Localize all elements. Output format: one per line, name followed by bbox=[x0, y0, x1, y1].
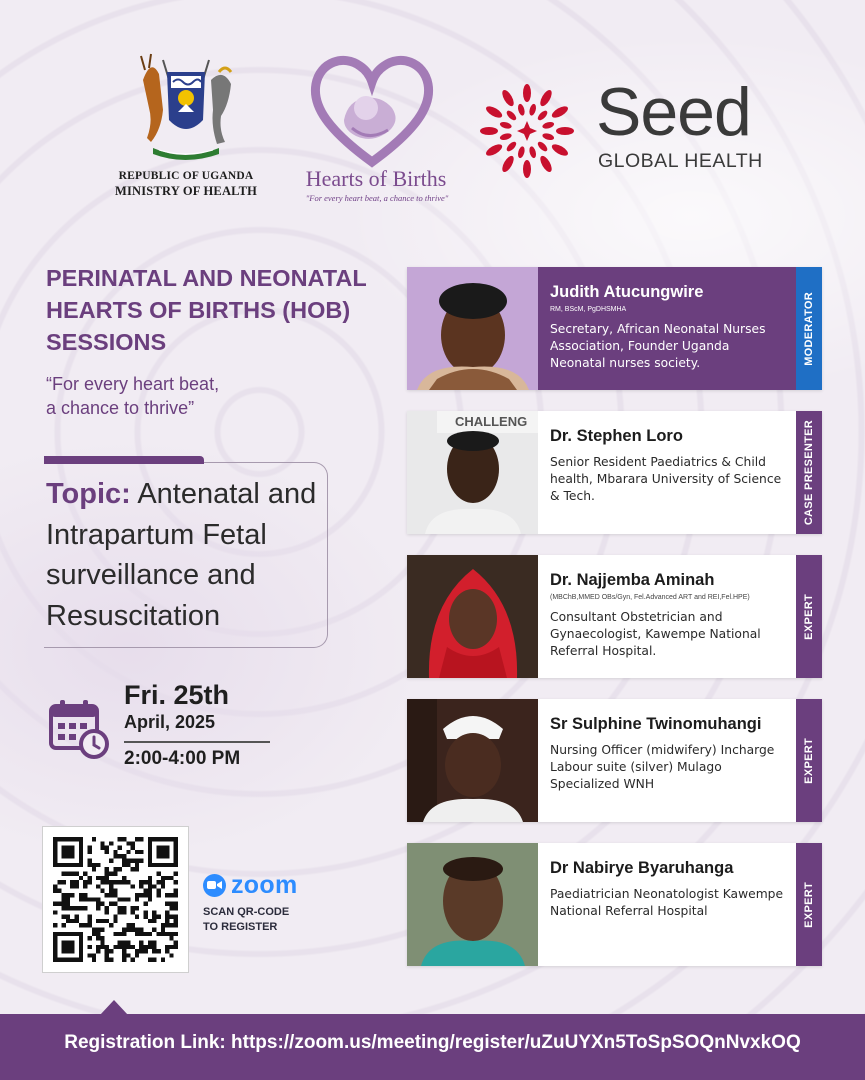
speaker-name: Dr Nabirye Byaruhanga bbox=[550, 859, 734, 877]
speaker-role: EXPERT bbox=[803, 737, 815, 784]
seed-wordmark: Seed bbox=[596, 74, 751, 150]
speaker-description: Nursing Officer (midwifery) Incharge Labour suite (silver) Mulago Specialized WNH bbox=[550, 743, 775, 791]
speaker-role: MODERATOR bbox=[803, 291, 815, 366]
topic-frame-accent bbox=[44, 456, 204, 464]
speaker-description: Consultant Obstetrician and Gynaecologist, Kawempe National Referral Hospital. bbox=[550, 610, 761, 658]
scan-line-1: SCAN QR-CODE bbox=[203, 906, 290, 918]
hearts-of-births-tagline: "For every heart beat, a chance to thrive" bbox=[305, 193, 449, 203]
event-time: 2:00-4:00 PM bbox=[124, 748, 241, 769]
event-quote bbox=[46, 372, 306, 420]
speaker-photo bbox=[407, 699, 538, 822]
speaker-role-badge bbox=[796, 555, 822, 678]
speaker-card-moderator bbox=[407, 267, 822, 390]
speaker-photo bbox=[407, 411, 538, 534]
scan-instructions bbox=[203, 905, 289, 935]
speaker-role: EXPERT bbox=[803, 881, 815, 928]
topic-title: Antenatal and Intrapartum Fetal surveillance and Resuscitation bbox=[46, 478, 317, 632]
speaker-card-case-presenter bbox=[407, 411, 822, 534]
photo-background-text: CHALLENG bbox=[455, 414, 528, 429]
speaker-photo bbox=[407, 843, 538, 966]
speaker-role-badge bbox=[796, 267, 822, 390]
speaker-info bbox=[538, 555, 796, 678]
event-date-day: Fri. 25th bbox=[124, 680, 230, 710]
zoom-wordmark: zoom bbox=[231, 870, 298, 899]
speaker-name: Dr. Najjemba Aminah bbox=[550, 571, 715, 589]
speaker-description: Secretary, African Neonatal Nurses Association, Founder Uganda Neonatal nurses society. bbox=[550, 322, 766, 370]
zoom-logo bbox=[203, 872, 297, 898]
ministry-of-health-label bbox=[96, 170, 276, 199]
uganda-coat-of-arms-logo bbox=[133, 50, 238, 165]
zoom-camera-icon bbox=[203, 874, 226, 897]
registration-link[interactable]: Registration Link: https://zoom.us/meeting/register/uZuUYXn5ToSpSOQnNvxkOQ bbox=[64, 1032, 801, 1053]
speaker-role: EXPERT bbox=[803, 593, 815, 640]
speaker-role-badge bbox=[796, 411, 822, 534]
speaker-name: Sr Sulphine Twinomuhangi bbox=[550, 715, 762, 733]
speaker-name: Dr. Stephen Loro bbox=[550, 427, 683, 445]
seed-starburst-logo bbox=[474, 78, 580, 184]
speaker-credentials: (MBChB,MMED OBs/Gyn, Fel.Advanced ART and REI,Fel.HPE) bbox=[550, 594, 750, 601]
speaker-credentials: RM, BScM, PgDHSMHA bbox=[550, 306, 627, 313]
speaker-role: CASE PRESENTER bbox=[803, 419, 815, 526]
calendar-clock-icon bbox=[48, 698, 110, 760]
qr-code-image bbox=[53, 837, 178, 962]
speaker-role-badge bbox=[796, 843, 822, 966]
hearts-of-births-heart-logo bbox=[308, 50, 436, 170]
band-notch bbox=[100, 1000, 128, 1015]
republic-label: REPUBLIC OF UGANDA bbox=[118, 170, 254, 182]
speaker-photo bbox=[407, 555, 538, 678]
speaker-info bbox=[538, 267, 796, 390]
speaker-description: Paediatrician Neonatologist Kawempe National Referral Hospital bbox=[550, 887, 784, 918]
speaker-card-expert-1 bbox=[407, 555, 822, 678]
speaker-card-expert-3 bbox=[407, 843, 822, 966]
topic-label: Topic: bbox=[46, 478, 131, 510]
speaker-info bbox=[538, 699, 796, 822]
speaker-photo bbox=[407, 267, 538, 390]
quote-line-1: “For every heart beat, bbox=[46, 374, 220, 394]
registration-qr-code[interactable] bbox=[42, 826, 189, 973]
hearts-of-births-wordmark: Hearts of Births bbox=[305, 166, 447, 191]
ministry-label: MINISTRY OF HEALTH bbox=[114, 184, 258, 198]
speaker-info bbox=[538, 843, 796, 966]
scan-line-2: TO REGISTER bbox=[203, 921, 278, 933]
speaker-role-badge bbox=[796, 699, 822, 822]
quote-line-2: a chance to thrive” bbox=[46, 398, 195, 418]
speaker-description: Senior Resident Paediatrics & Child health, Mbarara University of Science & Tech. bbox=[550, 455, 782, 503]
speaker-name: Judith Atucungwire bbox=[550, 283, 704, 301]
speaker-card-expert-2 bbox=[407, 699, 822, 822]
topic-text bbox=[46, 474, 326, 636]
event-date-month: April, 2025 bbox=[124, 712, 216, 732]
global-health-wordmark: GLOBAL HEALTH bbox=[598, 150, 763, 172]
date-divider bbox=[124, 741, 270, 743]
speaker-info bbox=[538, 411, 796, 534]
event-title: PERINATAL AND NEONATAL HEARTS OF BIRTHS (HOB) SESSIONS bbox=[46, 265, 367, 355]
